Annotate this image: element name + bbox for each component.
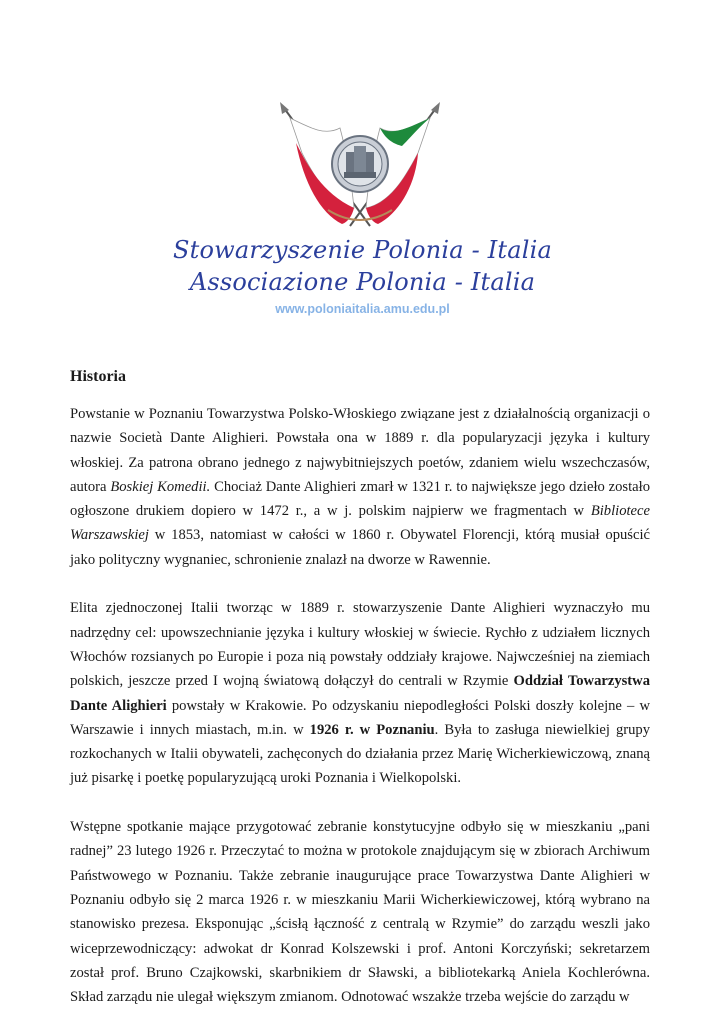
- text-run: Elita zjednoczonej Italii tworząc w 1889 r. stowarzyszenie Dante Alighieri wyznaczyło mu nadrzędny cel: upowszechnianie języka i kultury włoskiej w świecie. Rychło z udziałem licznych Włochów rozsianych po Europie i poza nią powstały oddziały krajowe. Najwcześniej na ziemiach polskich, jeszcze przed I wojną światową dołączył do centrali w Rzymie: [70, 600, 650, 690]
- text-run: powstały w Krakowie. Po odzyskaniu niepodległości Polski doszły kolejne – w Warszawie i innych miastach, m.in. w: [70, 697, 650, 738]
- paragraph-2: [70, 596, 650, 790]
- paragraph-3: Wstępne spotkanie mające przygotować zebranie konstytucyjne odbyło się w mieszkaniu „pani radnej” 23 lutego 1926 r. Przeczytać to można w protokole znajdującym się w zbiorach Archiwum Państwowego w Poznaniu. Także zebranie inaugurujące prace Towarzystwa Dante Alighieri w Poznaniu odbyło się 2 marca 1926 r. w mieszkaniu Marii Wicherkiewiczowej, którą wybrano na stanowisko prezesa. Eksponując „ścisłą łączność z centralą w Rzymie” do zarządu weszli jako wiceprzewodniczący: adwokat dr Konrad Kolszewski i prof. Antoni Korczyński; sekretarzem został prof. Bruno Czajkowski, skarbnikiem dr Sławski, a bibliotekarką Aniela Kochlerówna. Skład zarządu nie ulegał większym zmianom. Odnotować wszakże trzeba wejście do zarządu w: [70, 819, 650, 1006]
- text-run: . Była to zasługa niewielkiej grupy rozkochanych w Italii obywateli, zachęconych do działania przez Marię Wicherkiewiczową, znaną już pisarkę i poetkę popularyzującą uroki Poznania i Wielkopolski.: [70, 721, 651, 787]
- paragraph-1: [70, 402, 650, 572]
- document-body: [70, 402, 650, 1034]
- website-url[interactable]: www.poloniaitalia.amu.edu.pl: [275, 302, 450, 316]
- crossed-flags-logo-icon: [270, 98, 450, 238]
- text-run: w 1853, natomiast w całości w 1860 r. Obywatel Florencji, którą musiał opuścić jako polityczny wygnaniec, schronienie znalazł na dworze w Rawennie.: [70, 527, 650, 568]
- text-run: Powstanie w Poznaniu Towarzystwa Polsko-Włoskiego związane jest z działalnością organizacji o nazwie Società Dante Alighieri. Powstała ona w 1889 r. dla popularyzacji języka i kultury włoskiej. Za patrona obrano jednego z najwybitniejszych poetów, zdaniem wielu wszechczasów, autora: [70, 406, 650, 495]
- section-heading: Historia: [70, 368, 126, 385]
- bold-phrase: 1926 r. w Poznaniu: [309, 721, 435, 738]
- bold-phrase: Oddział Towarzystwa Dante Alighieri: [70, 673, 650, 714]
- organization-name-italian: Associazione Polonia - Italia: [189, 268, 536, 296]
- text-run: Chociaż Dante Alighieri zmarł w 1321 r. to największe jego dzieło zostało ogłoszone drukiem dopiero w 1472 r., a w j. polskim najpierw we fragmentach w: [70, 478, 650, 520]
- italic-title: Bibliotece Warszawskiej: [70, 503, 650, 544]
- italic-title: Boskiej Komedii.: [110, 478, 211, 495]
- organization-name-polish: Stowarzyszenie Polonia - Italia: [172, 236, 553, 264]
